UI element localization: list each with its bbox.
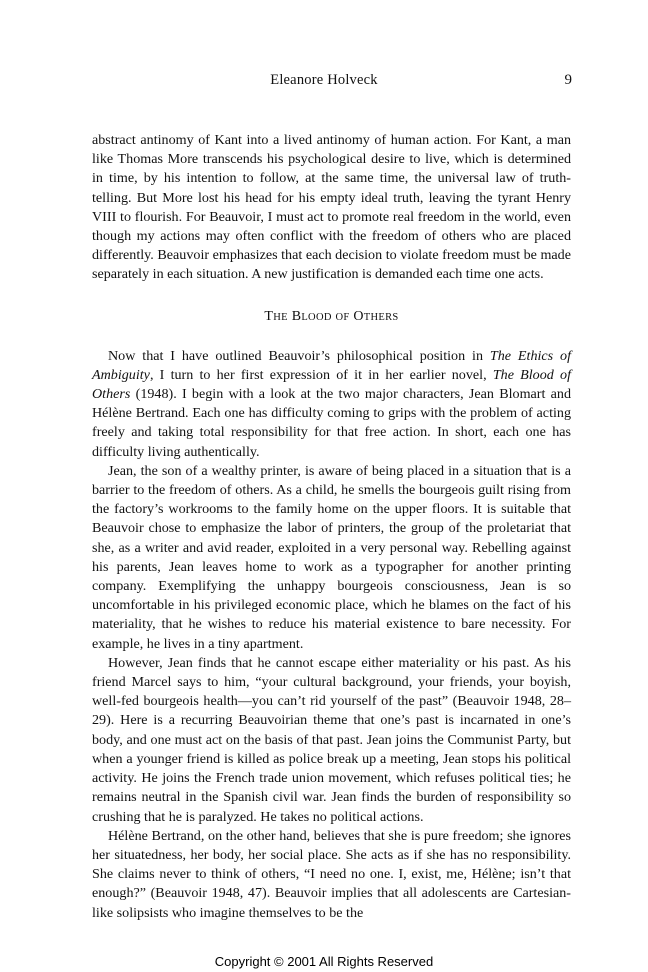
running-head <box>0 72 648 90</box>
section-heading-letter: T <box>264 308 274 324</box>
copyright-footer: Copyright © 2001 All Rights Reserved <box>214 954 434 969</box>
section-heading-letter: O <box>353 308 364 324</box>
section-heading-letter: B <box>291 308 302 324</box>
paragraph-text: (1948). I begin with a look at the two major characters, Jean Blomart and Hélène Bertrand. Each one has difficulty coming to grips with the problem of acting freely and taking total responsibility for that free action. In short, each one has difficulty living authentically. <box>92 386 571 460</box>
paragraph-however: However, Jean finds that he cannot escape either materiality or his past. As his friend Marcel says to him, “your cultural background, your friends, your boyish, well-fed bourgeois health—you can’t rid yourself of the past” (Beauvoir 1948, 28–29). Here is a recurring Beauvoirian theme that one’s past is incarnated in one’s body, and one must act on the basis of that past. Jean joins the Communist Party, but when a younger friend is killed as police break up a meeting, Jean stops his political activity. He joins the French trade union movement, which refuses political ties; he remains neutral in the Spanish civil war. Jean finds the burden of responsibility so crushing that he is paralyzed. He takes no political actions. <box>92 654 571 825</box>
running-head-author: Eleanore Holveck <box>270 72 378 88</box>
paragraph-text: Now that I have outlined Beauvoir’s philosophical position in <box>108 347 490 364</box>
section-heading-smallcaps: HE <box>273 311 288 323</box>
paragraph-continued: abstract antinomy of Kant into a lived antinomy of human action. For Kant, a man like Thomas More transcends his psychological desire to live, which is determined in time, by his intention to follow, at the same time, the universal law of truth-telling. But More lost his head for his empty ideal truth, leaving the tyrant Henry VIII to flourish. For Beauvoir, I must act to promote real freedom in the world, even though my actions may often conflict with the freedom of others who are placed differently. Beauvoir emphasizes that each decision to violate freedom must be made separately in each situation. A new justification is demanded each time one acts. <box>92 132 571 283</box>
book-title: The Blood of Others <box>92 366 571 403</box>
paragraph-intro <box>92 347 571 462</box>
section-heading-smallcaps: THERS <box>363 311 399 323</box>
section-heading-smallcaps: LOOD <box>301 311 332 323</box>
book-title: The Ethics of Ambiguity <box>92 347 571 383</box>
body-text <box>92 131 571 923</box>
paragraph-jean: Jean, the son of a wealthy printer, is aware of being placed in a situation that is a barrier to the freedom of others. As a child, he smells the bourgeois guilt rising from the factory’s workrooms to the family home on the upper floors. It is suitable that Beauvoir chose to emphasize the labor of printers, the group of the proletariat that she, as a writer and avid reader, exploited in a very personal way. Rebelling against his parents, Jean leaves home to work as a typographer for another printing company. Exemplifying the unhappy bourgeois consciousness, Jean is so uncomfortable in his privileged economic place, which he blames on the fact of his materiality, that he wishes to reduce his material existence to bare necessity. For example, he lives in a tiny apartment. <box>92 462 571 652</box>
section-heading-smallcaps: OF <box>335 311 350 323</box>
paragraph-text: , I turn to her first expression of it in her earlier novel, <box>149 366 493 383</box>
paragraph-helene: Hélène Bertrand, on the other hand, believes that she is pure freedom; she ignores her situatedness, her body, her social place. She acts as if she has no responsibility. She claims never to think of others, “I need no one. I, exist, me, Hélène; isn’t that enough?” (Beauvoir 1948, 47). Beauvoir implies that all adolescents are Cartesian-like solipsists who imagine themselves to be the <box>92 827 571 921</box>
section-heading <box>92 307 571 327</box>
page-number: 9 <box>564 72 572 88</box>
